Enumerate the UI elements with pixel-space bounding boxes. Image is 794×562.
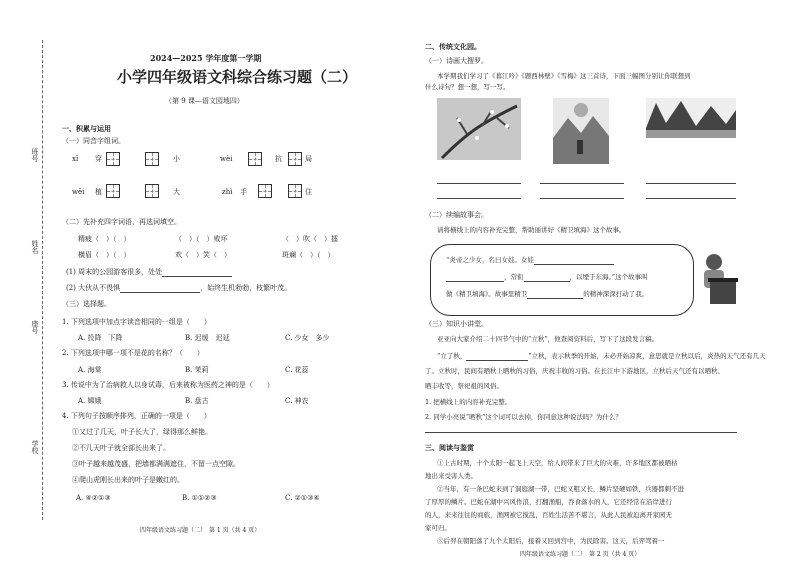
- q2-word-4: 横眉（ ）（ ）: [78, 251, 131, 259]
- mc3-question: 3. 传说中为了治病救人以身试毒，后来被称为医药之神的是（ ）: [62, 381, 274, 389]
- school-year: 2024—2025 学年度第一学期: [150, 53, 262, 63]
- q1-char-7: 手: [240, 188, 247, 196]
- mc4-option-c[interactable]: C. ②①③④: [285, 494, 320, 502]
- binding-field-school: 学校: [31, 440, 39, 454]
- bubble-line-2: ，常衔 ，以堙于东海。”这个故事叫: [446, 273, 648, 282]
- mc2-option-b[interactable]: B. 茉莉: [185, 366, 209, 374]
- mc2-option-c[interactable]: C. 花蕊: [285, 366, 309, 374]
- mc4-option-a[interactable]: A. ④②①③: [76, 494, 111, 502]
- q2-word-3: （ ）吹（ ）擂: [282, 235, 338, 243]
- bubble-line-3: 做《精卫填海》。故事里精卫 的精神深深打动了我。: [446, 290, 649, 298]
- mc4-line-4: ④爬山虎刚长出来的叶子是嫩红的。: [72, 476, 184, 484]
- section-2-heading: 二、传统文化园。: [425, 42, 481, 51]
- q1-char-1: 穿: [95, 155, 102, 163]
- q1-answer-box[interactable]: [145, 152, 159, 166]
- bubble-line-1: “炎帝之少女，名曰女娃。女娃: [446, 256, 614, 265]
- q1-answer-box[interactable]: [288, 184, 302, 198]
- q2-word-1: 精疲（ ）（ ）: [78, 235, 131, 243]
- mc2-option-a[interactable]: A. 海棠: [78, 366, 102, 374]
- p1-answer-line-3[interactable]: [646, 183, 736, 184]
- p1-text-2: 什么诗句？想一想，写一写。: [425, 83, 510, 91]
- reading-p2c: 的人，来来往往的商旅，渔网被它搅乱，百姓生活苦不堪言，从此人民被迫离开家园无: [425, 511, 672, 519]
- p3-ask-2: 2. 同学小亮说“晒秋”这个词可以去掉，你同意这种说法吗？为什么？: [425, 413, 622, 421]
- q1-char-8: 住: [305, 188, 312, 196]
- q1-pinyin-4: zhì: [222, 188, 233, 196]
- mc3-option-b[interactable]: B. 盘古: [185, 397, 209, 405]
- p1-answer-line-5[interactable]: [540, 198, 624, 199]
- mc1-option-b[interactable]: B. 迟缓 迟延: [185, 334, 230, 342]
- binding-field-seat: 座号: [31, 320, 39, 334]
- p1-answer-line-2[interactable]: [540, 183, 624, 184]
- q2-word-6: 斑斓（ ）（ ）: [282, 251, 335, 259]
- bubble-blank-1[interactable]: [534, 264, 614, 265]
- section-1-heading: 一、积累与运用: [62, 124, 111, 133]
- poem-picture-mountain: [553, 98, 609, 164]
- mc3-option-c[interactable]: C. 神农: [285, 397, 309, 405]
- q1-pinyin-1: xī: [72, 155, 79, 163]
- teacher-illustration: [692, 250, 740, 306]
- reading-p2: ②当年，有一条巴蛇来到了洞庭湖一带，巴蛇又粗又长，鳞片坚硬如铁，兵器都刺不进: [437, 485, 684, 493]
- bubble-blank-4[interactable]: [527, 298, 583, 299]
- page-title: 小学四年级语文科综合练习题（二）: [117, 68, 358, 86]
- p3-quote-2: 了。立秋时，民间有晒秋上晒秋的习俗，庆祝丰收的习俗。在长江中下游地区，立秋后天气还有以晒秋、: [425, 367, 724, 375]
- q1-char-2: 小: [173, 155, 180, 163]
- q3-title: （三）选择题。: [62, 300, 111, 308]
- mc2-question: 2. 下列选项中哪一项不是花的名称？（ ）: [62, 349, 204, 357]
- reading-p2d: 家可归。: [425, 524, 451, 532]
- p3-blank[interactable]: [466, 360, 528, 361]
- mc1-question: 1. 下列选项中加点字读音相同的一组是（ ）: [62, 318, 211, 326]
- poem-picture-plum: [437, 98, 521, 160]
- q2-blank-2[interactable]: [120, 292, 200, 293]
- q1-answer-box[interactable]: [106, 152, 120, 166]
- mc4-question: 4. 下列句子按顺序排列，正确的一项是（ ）: [62, 412, 211, 420]
- q1-char-4: 局: [305, 155, 312, 163]
- binding-line: [42, 40, 43, 520]
- p3-ask-1: 1. 把横线上的内容补充完整。: [425, 398, 512, 406]
- mc1-option-c[interactable]: C. 少女 多少: [285, 334, 330, 342]
- p3-text-1: 亚亚向大家介绍二十四节气中的“立秋”，他查阅资料后，写下了这段发言稿。: [437, 335, 659, 343]
- q2-word-5: 欢（ ）笑（ ）: [175, 251, 231, 259]
- q1-answer-box[interactable]: [248, 152, 262, 166]
- p3-title: （三）知识小讲堂。: [425, 320, 488, 328]
- p3-answer-line[interactable]: [425, 432, 737, 433]
- p3-quote-3: 晒丰收等，祭祀祖的风俗。: [425, 382, 503, 390]
- q1-pinyin-3: wēi: [72, 188, 85, 196]
- reading-p2b: 了厚厚的鳞片。巴蛇在湖中兴风作浪，打翻渔船，吞食落水的人，它还经常在沿岸进行: [425, 498, 672, 506]
- page-footer-left: 四年级语文练习题（二） 第 1 页（共 4 页）: [140, 527, 261, 534]
- bubble-blank-3[interactable]: [524, 281, 570, 282]
- page-subtitle: （第 9 课—语文园地四）: [165, 97, 244, 105]
- q1-answer-box[interactable]: [145, 184, 159, 198]
- p1-answer-line-6[interactable]: [646, 198, 736, 199]
- mc4-line-1: ①又过了几天，叶子长大了，绿得那么鲜艳。: [72, 428, 212, 436]
- bubble-blank-2[interactable]: [446, 281, 504, 282]
- q2-sentence-2: (2) 大伙从不畏惧 ，始终生机勃勃，枝繁叶茂。: [66, 284, 292, 292]
- p1-title: （一）诗画大搜罗。: [425, 57, 488, 65]
- q1-char-5: 植: [95, 188, 102, 196]
- q1-char-3: 抗: [275, 155, 282, 163]
- q2-blank-1[interactable]: [162, 276, 232, 277]
- binding-field-name: 姓名: [31, 240, 39, 254]
- mc3-option-a[interactable]: A. 嫦娥: [78, 397, 102, 405]
- q2-sentence-1: (1) 周末的公园游客很多，处处: [66, 268, 232, 277]
- p2-text: 请将横线上的内容补充完整，帮助丽讲好《精卫填海》这个故事。: [437, 226, 626, 234]
- binding-field-class: 班号: [31, 148, 39, 162]
- reading-p3: ③后羿在朝阳落了九个太阳后，接着又回到宫中，为民除害。这天，后羿驾着一: [437, 537, 665, 545]
- q2-title: （二）先补充四字词语，再选词填空。: [62, 218, 181, 226]
- p1-answer-line-4[interactable]: [437, 198, 521, 199]
- reading-p1b: 地出来受害人类。: [425, 472, 477, 480]
- q1-answer-box[interactable]: [288, 152, 302, 166]
- p1-answer-line-1[interactable]: [437, 183, 521, 184]
- mc1-option-a[interactable]: A. 投降 下降: [78, 334, 123, 342]
- mc4-line-2: ②不几天叶子就全部长出来了。: [72, 444, 170, 452]
- q1-char-6: 大: [173, 188, 180, 196]
- q2-word-2: （ ）（ ）败坏: [175, 235, 228, 243]
- page-footer-right: 四年级语文练习题（二） 第 2 页（共 4 页）: [520, 551, 641, 558]
- section-3-heading: 三、阅读与鉴赏: [425, 443, 474, 452]
- q1-pinyin-2: wèi: [220, 155, 233, 163]
- p3-quote-1: “立了秋， ”立秋，表示秋季的开始，未必开始凉爽，意思就是立秋以后，炎热的天气还有几天: [437, 352, 766, 360]
- q1-answer-box[interactable]: [106, 184, 120, 198]
- q1-answer-box[interactable]: [258, 184, 272, 198]
- poem-picture-river: [646, 98, 736, 138]
- mc4-line-3: ③叶子越来越茂盛，把墙都满满遮住，不留一点空隙。: [72, 460, 240, 468]
- q1-title: （一）同音字组词。: [62, 137, 125, 145]
- p1-text-1: 本学期我们学习了《暮江吟》《题西林壁》《雪梅》这三首诗，下面三幅图分别让你联想到: [437, 72, 691, 80]
- mc4-option-b[interactable]: B. ①①②③: [182, 494, 217, 502]
- p2-title: （二）续编故事会。: [425, 211, 488, 219]
- reading-p1: ①上古时期，十个太阳一起飞上天空，给人间带来了巨大的灾难，许多地区都被晒枯: [437, 459, 678, 467]
